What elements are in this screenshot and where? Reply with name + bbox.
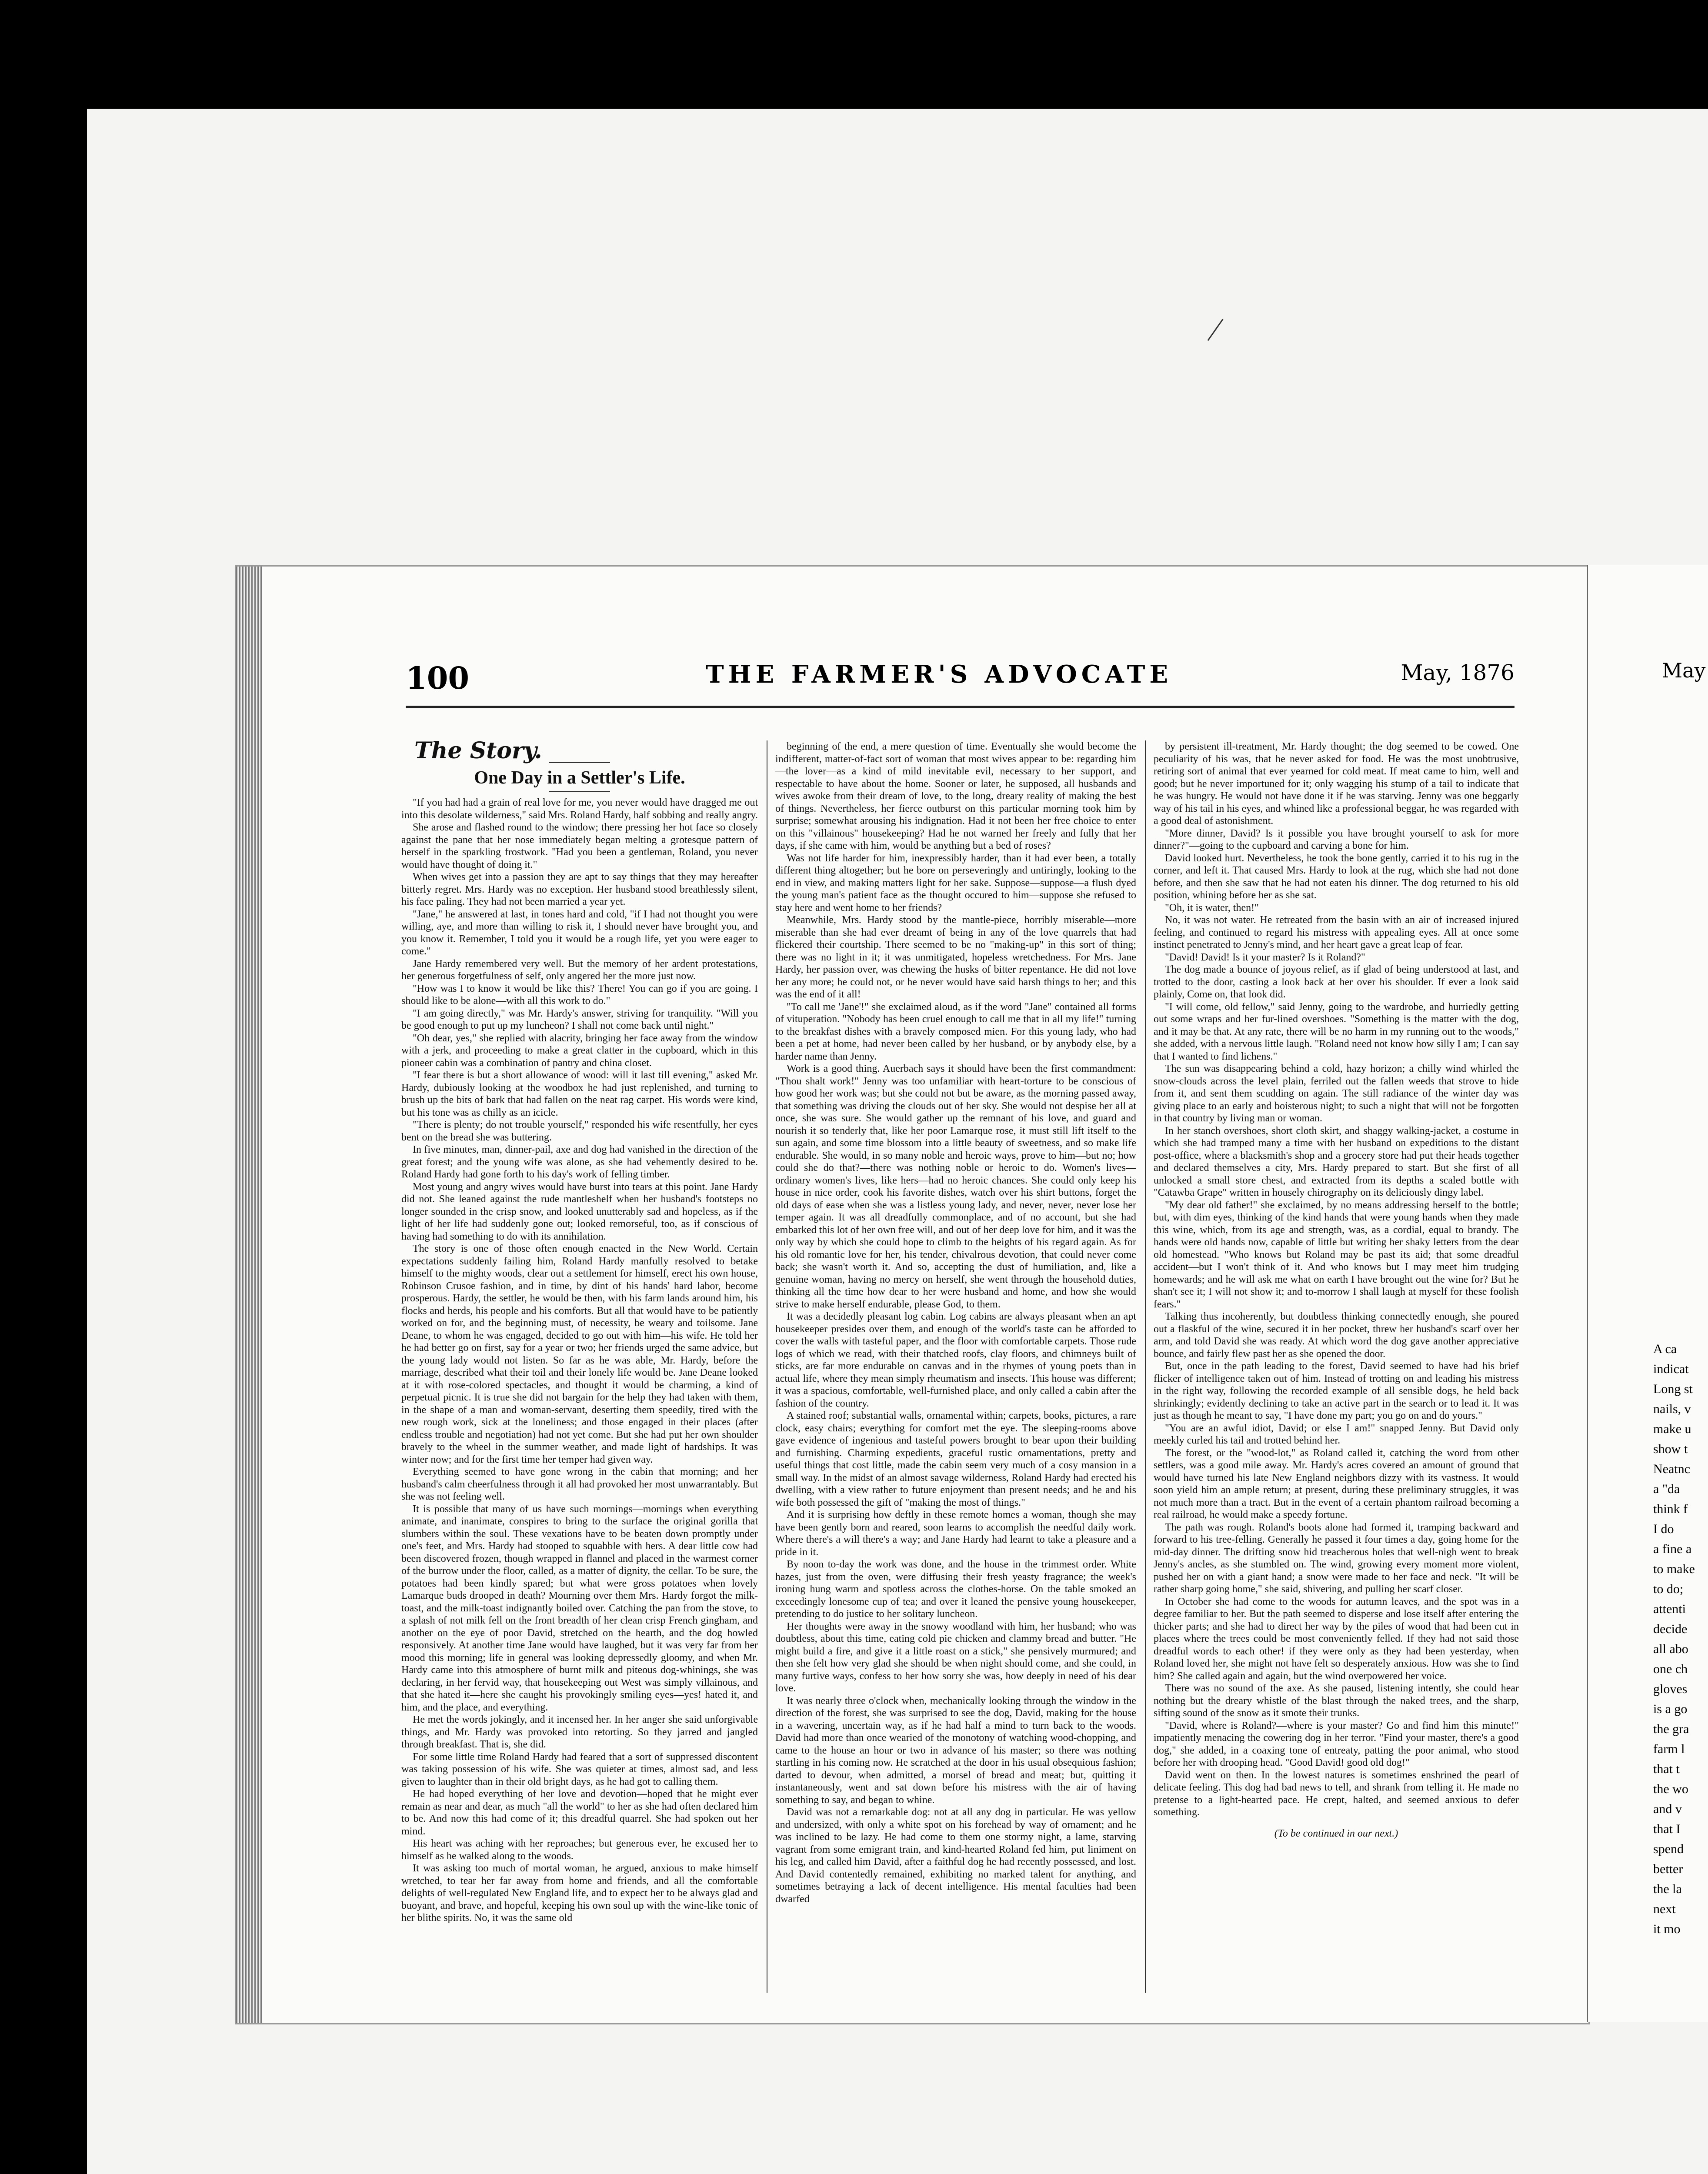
text-fragment: a "da — [1653, 1482, 1680, 1496]
paragraph: A stained roof; substantial walls, ornamental within; carpets, books, pictures, a rare clock, easy chairs; everything for comfort met the eye. The sleeping-rooms above gave evidence of ingenious and tasteful powers brought to bear upon their building and furnishing. Charming expedients, graceful rustic ornamentations, pretty and useful things that cost little, made the cabin seem very much of a cosy mansion in a small way. In the midst of an almost savage wilderness, Roland Hardy had erected his dwelling, with a view rather to future enjoyment than present needs; and he and his wife both possessed the gift of "making the most of things." — [775, 1410, 1136, 1508]
text-fragment: show t — [1653, 1442, 1688, 1456]
text-fragment: to do; — [1653, 1582, 1684, 1596]
paragraph: "There is plenty; do not trouble yourself," responded his wife resentfully, her eyes bent on the bread she was buttering. — [401, 1119, 758, 1143]
text-fragment: farm l — [1653, 1742, 1685, 1756]
paragraph: by persistent ill-treatment, Mr. Hardy thought; the dog seemed to be cowed. One peculiarity of his was, that he never asked for food. He was the most unobtrusive, retiring sort of animal that ever yearned for cold meat. If meat came to him, well and good; but he never importuned for it; only wagging his stump of a tail to indicate that he was hungry. He would not have done it if he was starving. Jenny was one beggarly way of his tail in his eyes, and whined like a professional beggar, he was regarded with a good deal of astonishment. — [1154, 741, 1519, 827]
paragraph: He had hoped everything of her love and devotion—hoped that he might ever remain as near and dear, as much "all the world" to her as she had often declared him to be. And now this had come of it; this dreadful quarrel. She had spoken out her mind. — [401, 1788, 758, 1837]
paragraph: And it is surprising how deftly in these remote homes a woman, though she may have been gently born and reared, soon learns to accomplish the needful daily work. Where there's a will there's a way; and Jane Hardy had learnt to take a pleasure and a pride in it. — [775, 1509, 1136, 1558]
paragraph: The story is one of those often enough enacted in the New World. Certain expectations suddenly failing him, Roland Hardy manfully resolved to betake himself to the mighty woods, clear out a settlement for himself, erect his own house, Robinson Crusoe fashion, and in time, by dint of his hands' hard labor, become prosperous. Hardy, the settler, he would be then, with his farm lands around him, his flocks and herds, his people and his comforts. But all that would have to be patiently worked on for, and the beginning must, of necessity, be weary and toilsome. Jane Deane, to whom he was engaged, decided to go out with him—his wife. He told her he had better go on first, say for a year or two; her friends urged the same advice, but the young lady would not listen. So far as he was able, Mr. Hardy, before the marriage, described what their toil and their lonely life would be. Jane Deane looked at it with rose-colored spectacles, and thought it would be charming, a kind of perpetual picnic. It is true she did not bargain for the help they had taken with them, in the shape of a man and woman-servant, deserting them speedily, tired with the new rough work, sick at the loneliness; and those engaged in their places (after endless trouble and negotiation) had not yet come. But she had put her own shoulder bravely to the wheel in the summer weather, and made light of hardships. It was winter now; and for the first time her temper had given way. — [401, 1243, 758, 1465]
text-fragment: that I — [1653, 1822, 1681, 1836]
paragraph: No, it was not water. He retreated from the basin with an air of increased injured feeling, and continued to regard his mistress with appealing eyes. All at once some instinct penetrated to Jenny's mind, and her heart gave a great leap of fear. — [1154, 914, 1519, 950]
column-3-text — [1154, 740, 1519, 1819]
header-rule — [406, 706, 1515, 708]
text-fragment: make u — [1653, 1422, 1691, 1436]
paragraph: Was not life harder for him, inexpressibly harder, than it had ever been, a totally different thing altogether; but he bore on perseveringly and untiringly, looking to the end in view, and making matters light for her sake. Suppose—suppose—a flush dyed the young man's patient face as the thought occured to him—suppose she refused to stay here and went home to her friends? — [775, 852, 1136, 914]
paragraph: In her stanch overshoes, short cloth skirt, and shaggy walking-jacket, a costume in which she had tramped many a time with her husband on expeditions to the distant post-office, where a blacksmith's shop and a grocery store had put their heads together and declared themselves a city, Mrs. Hardy prepared to start. But she first of all unlocked a small store chest, and extracted from its depths a scaled bottle with "Catawba Grape" written in housely chirography on its deliciously dingy label. — [1154, 1125, 1519, 1198]
paragraph: "I fear there is but a short allowance of wood: will it last till evening," asked Mr. Hardy, dubiously looking at the woodbox he had just replenished, and turning to brush up the bits of bark that had fallen on the neat rag carpet. His words were kind, but his tone was as chilly as an icicle. — [401, 1070, 758, 1118]
paragraph: "Oh, it is water, then!" — [1165, 902, 1259, 914]
page-date: May, 1876 — [1401, 660, 1515, 685]
continued-note: (To be continued in our next.) — [1274, 1827, 1398, 1839]
page-binding — [236, 567, 262, 2023]
column-2-text — [775, 740, 1136, 1905]
paragraph: David was not a remarkable dog: not at all any dog in particular. He was yellow and undersized, with only a white spot on his forehead by way of ornament; and he was inclined to be lazy. He had come to them one stormy night, a lame, starving vagrant from some emigrant train, and kind-hearted Roland fed him, put liniment on his leg, and called him David, after a faithful dog he had recently possessed, and lost. And David contentedly remained, exhibiting no marked talent for anything, and sometimes betraying a lack of decent intelligence. His mental faculties had been dwarfed — [775, 1807, 1136, 1905]
paragraph: "Jane," he answered at last, in tones hard and cold, "if I had not thought you were willing, aye, and more than willing to risk it, I should never have brought you, and you know it. Remember, I told you it would be a rough life, yet you were eager to come." — [401, 908, 758, 957]
text-fragment: is a go — [1653, 1702, 1688, 1716]
paragraph: The dog made a bounce of joyous relief, as if glad of being understood at last, and trotted to the door, casting a look back at her over his shoulder. If ever a look said plainly, Come on, that look did. — [1154, 964, 1519, 1000]
text-fragment: better — [1653, 1862, 1683, 1876]
section-rule — [549, 762, 610, 763]
paragraph: "To call me 'Jane'!" she exclaimed aloud, as if the word "Jane" contained all forms of vituperation. "Nobody has been cruel enough to call me that in all my life!" turning to the breakfast dishes with a bravely composed mien. For this young lady, who had been a pet at home, had never been called by her husband, or by anybody else, by a harder name than Jenny. — [775, 1001, 1136, 1062]
adjacent-page-text — [1653, 1339, 1708, 1939]
newspaper-page — [235, 565, 1590, 2024]
paragraph: He met the words jokingly, and it incensed her. In her anger she said unforgivable things, and Mr. Hardy was provoked into retorting. So they jarred and jangled through breakfast. That is, she did. — [401, 1714, 758, 1750]
column-1-text — [401, 797, 758, 1924]
paragraph: Meanwhile, Mrs. Hardy stood by the mantle-piece, horribly miserable—more miserable than she had ever dreamt of being in any of the love quarrels that had flickered their courtship. There seemed to be no "making-up" in this sort of thing; there was no light in it; it was unmitigated, hopeless wretchedness. For Mrs. Jane Hardy, her passion over, was chewing the husks of bitter repentance. He did not love her any more; he could not, or he never would have said harsh things to her; and this was the end of it all! — [775, 914, 1136, 1000]
text-fragment: the wo — [1653, 1782, 1688, 1796]
text-fragment: one ch — [1653, 1662, 1688, 1676]
text-fragment: gloves — [1653, 1682, 1688, 1696]
paragraph: "Oh dear, yes," she replied with alacrity, bringing her face away from the window with a jerk, and proceeding to make a great clatter in the cupboard, which in this pioneer cabin was a combination of pantry and china closet. — [401, 1032, 758, 1069]
page-header — [406, 660, 1515, 699]
paragraph: In five minutes, man, dinner-pail, axe and dog had vanished in the direction of the great forest; and the young wife was alone, as she had vehemently desired to be. Roland Hardy had gone forth to his day's work of felling timber. — [401, 1144, 758, 1180]
text-fragment: Long st — [1653, 1382, 1693, 1396]
text-fragment: the gra — [1653, 1722, 1689, 1736]
paragraph: "I am going directly," was Mr. Hardy's answer, striving for tranquility. "Will you be good enough to put up my luncheon? I shall not come back until night." — [401, 1007, 758, 1031]
column-2 — [775, 740, 1136, 1993]
column-1 — [401, 740, 758, 1993]
paragraph: When wives get into a passion they are apt to say things that they may hereafter bitterly regret. Mrs. Hardy was no exception. Her husband stood breathlessly silent, his face paling. They had not been married a year yet. — [401, 871, 758, 907]
text-fragment: the la — [1653, 1882, 1682, 1896]
paragraph: Talking thus incoherently, but doubtless thinking connectedly enough, she poured out a flaskful of the wine, secured it in her pocket, threw her husband's scarf over her arm, and told David she was ready. At which word the dog gave another appreciative bounce, and fairly flew past her as she opened the door. — [1154, 1311, 1519, 1360]
paragraph: The sun was disappearing behind a cold, hazy horizon; a chilly wind whirled the snow-clouds across the level plain, ferriled out the fallen weeds that strove to hide from it, and sent them scudding on again. The still radiance of the winter day was giving place to an early and boisterous night; to such a night that will not be forgotten in that country by living man or woman. — [1154, 1063, 1519, 1124]
paragraph: "My dear old father!" she exclaimed, by no means addressing herself to the bottle; but, with dim eyes, thinking of the kind hands that were young hands when they made this wine, which, from its age and strength, was, as a cordial, equal to brandy. The hands were old hands now, capable of little but writing her shaky letters from the dear old homestead. "Who knows but Roland may be past its aid; that some dreadful accident—but I won't think of it. And who knows but I may meet him trudging homewards; and he will ask me what on earth I have brought out the wine for? But he shan't see it; I will not show it; and to-morrow I shall laugh at myself for these foolish fears." — [1154, 1199, 1519, 1310]
page-number: 100 — [406, 660, 470, 696]
paragraph: It was asking too much of mortal woman, he argued, anxious to make himself wretched, to tear her far away from home and friends, and all the comfortable delights of well-regulated New England life, and to expect her to be always glad and buoyant, and brave, and hopeful, keeping his own soul up with the wine-like tonic of her blithe spirits. No, it was the same old — [401, 1863, 758, 1924]
paragraph: David looked hurt. Nevertheless, he took the bone gently, carried it to his rug in the corner, and left it. That caused Mrs. Hardy to look at the rug, which she had not done before, and then she saw that he had not eaten his dinner. The dog returned to his old position, whining before her as she sat. — [1154, 852, 1519, 901]
paragraph: By noon to-day the work was done, and the house in the trimmest order. White hazes, just from the oven, were diffusing their fresh yeasty fragrance; the week's ironing hung warm and spotless across the clothes-horse. On the table smoked an exceedingly lonesome cup of tea; and over it leaned the pensive young housekeeper, pretending to do justice to her solitary luncheon. — [775, 1559, 1136, 1620]
text-fragment: and v — [1653, 1802, 1682, 1816]
paragraph: beginning of the end, a mere question of time. Eventually she would become the indifferent, matter-of-fact sort of woman that most wives appear to be: regarding him—the lover—as a kind of mild inevitable evil, necessary to her support, and respectable to have about the home. Sooner or later, he supposed, all husbands and wives awoke from their dream of love, to the long, dreary reality of making the best of things. Nevertheless, her fierce outburst on this particular morning took him by surprise; somewhat arousing his indignation. Had it not been her free choice to enter on this "villainous" housekeeping? Had he not warned her freely and fully that her days, if she came with him, would be anything but a bed of roses? — [775, 741, 1136, 851]
scan-mark — [1208, 319, 1238, 351]
paragraph: His heart was aching with her reproaches; but generous ever, he excused her to himself as he walked along to the woods. — [401, 1838, 758, 1862]
paragraph: David went on then. In the lowest natures is sometimes enshrined the pearl of delicate feeling. This dog had bad news to tell, and shrank from telling it. He made no pretense to a light-hearted pace. He crept, halted, and seemed anxious to defer something. — [1154, 1769, 1519, 1818]
paragraph: Most young and angry wives would have burst into tears at this point. Jane Hardy did not. She leaned against the rude mantleshelf when her husband's footsteps no longer sounded in the crisp snow, and looked unutterably sad and hopeless, as if the light of her life had suddenly gone out; looked remorseful, too, as if conscious of having had something to do with its annihilation. — [401, 1181, 758, 1242]
adjacent-page-date: May — [1662, 659, 1706, 682]
column-divider — [1145, 740, 1146, 1993]
masthead: THE FARMER'S ADVOCATE — [706, 660, 1173, 689]
text-fragment: all abo — [1653, 1642, 1688, 1656]
paragraph: In October she had come to the woods for autumn leaves, and the spot was in a degree familiar to her. But the path seemed to disperse and lose itself after entering the thicker parts; and she had to direct her way by the piles of wood that had been cut in places where the trees could be most conveniently felled. If they had not said those dreadful words to each other! if they were only as they had been yesterday, when Roland loved her, she might not have felt so desperately anxious. How was she to find him? She called again and again, but the wind overpowered her voice. — [1154, 1596, 1519, 1682]
paragraph: There was no sound of the axe. As she paused, listening intently, she could hear nothing but the dreary whistle of the blast through the naked trees, and the sharp, sifting sound of the snow as it smote their trunks. — [1154, 1683, 1519, 1719]
text-fragment: think f — [1653, 1502, 1688, 1516]
text-fragment: I do — [1653, 1522, 1674, 1536]
scan-border-left — [0, 0, 87, 2174]
paragraph: The path was rough. Roland's boots alone had formed it, tramping backward and forward to his tree-felling. Generally he passed it four times a day, going home for the mid-day dinner. The drifting snow hid treacherous holes that well-nigh went to break Jenny's ancles, as she stumbled on. The wind, growing every moment more violent, pushed her on with a giant hand; a snow were made to her face and neck. "It will be rather sharp going home," she said, shivering, and pulling her scarf closer. — [1154, 1521, 1519, 1595]
text-fragment: a fine a — [1653, 1542, 1692, 1556]
paragraph: For some little time Roland Hardy had feared that a sort of suppressed discontent was taking possession of his wife. She was quieter at times, almost sad, and less given to laughter than in their old bright days, as he had got to calling them. — [401, 1751, 758, 1787]
paragraph: Her thoughts were away in the snowy woodland with him, her husband; who was doubtless, about this time, eating cold pie chicken and clammy bread and butter. "He might build a fire, and give it a little roast on a stick," she pensively murmured; and then she felt how very glad she should be when night should come, and she could, in many furtive ways, confess to her how sorry she was, how deeply in need of his dear love. — [775, 1620, 1136, 1694]
paragraph: Jane Hardy remembered very well. But the memory of her ardent protestations, her generous forgetfulness of self, only angered her the more just now. — [401, 958, 758, 982]
paragraph: It was a decidedly pleasant log cabin. Log cabins are always pleasant when an apt housekeeper presides over them, and enough of the world's taste can be afforded to cover the walls with tasteful paper, and the floor with comfortable carpets. Those rude logs of which we read, with their thatched roofs, clay floors, and chimneys built of sticks, are far more endurable on canvas and in the rhymes of young poets than in actual life, where they mean simply rheumatism and insects. This house was different; it was a spacious, comfortable, well-furnished place, and only called a cabin after the fashion of the country. — [775, 1311, 1136, 1409]
paragraph: The forest, or the "wood-lot," as Roland called it, catching the word from other settlers, was a good mile away. Mr. Hardy's acres covered an amount of ground that would have turned his late New England neighbors dizzy with its vastness. It would soon yield him an ample return; at present, during these preliminary struggles, it was not much more than a tract. But in the event of a certain phantom railroad becoming a real railroad, he would make a speedy fortune. — [1154, 1447, 1519, 1520]
adjacent-page — [1587, 565, 1708, 2022]
paragraph: "David! David! Is it your master? Is it Roland?" — [1165, 951, 1365, 963]
paragraph: It was nearly three o'clock when, mechanically looking through the window in the direction of the forest, she was surprised to see the dog, David, making for the house in a wavering, uncertain way, as if he had half a mind to turn back to the woods. David had more than once wearied of the monotony of watching wood-chopping, and came to the house an hour or two in advance of his master; so there was nothing startling in his coming now. He scratched at the door in his usual obsequious fashion; darted to devour, when admitted, a morsel of bread and meat; but, quitting it instantaneously, went and sat down before his mistress with the air of having something to say, and began to whine. — [775, 1695, 1136, 1806]
section-title: The Story. — [414, 740, 542, 764]
paragraph: "More dinner, David? Is it possible you have brought yourself to ask for more dinner?"—going to the cupboard and carving a bone for him. — [1154, 827, 1519, 851]
text-fragment: spend — [1653, 1842, 1684, 1856]
paragraph: "If you had had a grain of real love for me, you never would have dragged me out into this desolate wilderness," said Mrs. Roland Hardy, half sobbing and really angry. — [401, 797, 758, 821]
paragraph: She arose and flashed round to the window; there pressing her hot face so closely against the pane that her nose immediately began melting a grotesque pattern of herself in the sparkling frostwork. "Had you been a gentleman, Roland, you never would have thought of doing it." — [401, 822, 758, 870]
paragraph: "You are an awful idiot, David; or else I am!" snapped Jenny. But David only meekly curled his tail and trotted behind her. — [1154, 1422, 1519, 1446]
text-fragment: to make — [1653, 1562, 1695, 1576]
text-fragment: it mo — [1653, 1922, 1681, 1936]
story-title: One Day in a Settler's Life. — [474, 767, 685, 788]
column-3 — [1154, 740, 1519, 1993]
text-fragment: attenti — [1653, 1602, 1686, 1616]
text-fragment: next — [1653, 1902, 1676, 1916]
title-rule — [549, 791, 610, 792]
paragraph: "David, where is Roland?—where is your master? Go and find him this minute!" impatiently menacing the cowering dog in her terror. "Find your master, there's a good dog," she added, in a coaxing tone of entreaty, patting the poor animal, who stood before her with drooping head. "Good David! good old dog!" — [1154, 1720, 1519, 1768]
text-fragment: nails, v — [1653, 1402, 1691, 1416]
paragraph: It is possible that many of us have such mornings—mornings when everything animate, and inanimate, conspires to bring to the surface the original gorilla that slumbers within the soul. These vexations have to be beaten down promptly under one's feet, and Mrs. Hardy had stooped to squabble with hers. A dear little cow had been discovered frozen, though wrapped in flannel and placed in the warmest corner of the burrow under the floor, called, as a matter of dignity, the cellar. To be sure, the potatoes had been kindly spared; but what were gross potatoes when lovely Lamarque buds drooped in death? Mourning over them Mrs. Hardy forgot the milk-toast, and the milk-toast indignantly boiled over. Catching the pan from the stove, to a splash of not milk fell on the front breadth of her clean crisp French gingham, and another on the eye of poor David, stretched on the hearth, and the dog howled responsively. At another time Jane would have laughed, but it was very far from her mood this morning; life in general was looking depressedly gloomy, and when Mr. Hardy came into this atmosphere of burnt milk and piteous dog-whinings, she was declaring, in her fervid way, that housekeeping out West was simply villainous, and that she hated it—here she caught his provokingly smiling eyes—yes! hated it, and him, and the place, and everything. — [401, 1503, 758, 1713]
text-fragment: that t — [1653, 1762, 1680, 1776]
paragraph: Work is a good thing. Auerbach says it should have been the first commandment: "Thou shalt work!" Jenny was too unfamiliar with heart-torture to be conscious of how good her work was; but she could not but be aware, as the morning passed away, that something was driving the clouds out of her sky. She would not despise her all at once, she was sure. She would gather up the remnant of his love, and guard and nourish it so tenderly that, like her poor Lamarque rose, it must still lift itself to the sun again, and some time blossom into a little beauty of sweetness, and so make life endurable. She would, in so many noble and heroic ways, prove to him—but no; how could she do that?—there was nothing noble or heroic to do. Women's lives—ordinary women's lives, like hers—had no heroic chances. She could only keep his house in nice order, cook his favorite dishes, watch over his shirt buttons, forget the old days of ease when she was a listless young lady, and never, never, never lose her temper again. It was all dreadfully commonplace, and of no account, but she had embarked this lot of her own free will, and out of her deep love for him, and it was the only way by which she could hope to climb to the heights of his regard again. As for his old romantic love for her, his tender, chivalrous devotion, that could never come back; she wasn't worth it. And so, accepting the dust of humiliation, and, like a genuine woman, having no mercy on herself, she went through the household duties, thinking all the time how dear to her were husband and home, and how she would strive to make herself endurable, please God, to them. — [775, 1063, 1136, 1310]
scan-border-top — [0, 0, 1708, 109]
text-fragment: decide — [1653, 1622, 1688, 1636]
paragraph: Everything seemed to have gone wrong in the cabin that morning; and her husband's calm cheerfulness through it all had provoked her most unwarrantably. But she was not feeling well. — [401, 1466, 758, 1502]
paragraph: But, once in the path leading to the forest, David seemed to have had his brief flicker of intelligence taken out of him. Instead of trotting on and leading his mistress in the right way, following the recorded example of all sensible dogs, he held back shrinkingly; evidently declining to take an active part in the search or to lead it. It was just as though he meant to say, "I have done my part; you go on and do yours." — [1154, 1360, 1519, 1421]
paragraph: "How was I to know it would be like this? There! You can go if you are going. I should like to be alone—with all this work to do." — [401, 983, 758, 1007]
text-fragment: A ca — [1653, 1342, 1677, 1356]
paragraph: "I will come, old fellow," said Jenny, going to the wardrobe, and hurriedly getting out some wraps and her fur-lined overshoes. "Something is the matter with the dog, and it may be that. At any rate, there will be no harm in my running out to the woods," she added, with a nervous little laugh. "Roland need not know how silly I am; I can say that I wanted to find lichens." — [1154, 1001, 1519, 1062]
text-fragment: indicat — [1653, 1362, 1689, 1376]
text-fragment: Neatnc — [1653, 1462, 1690, 1476]
